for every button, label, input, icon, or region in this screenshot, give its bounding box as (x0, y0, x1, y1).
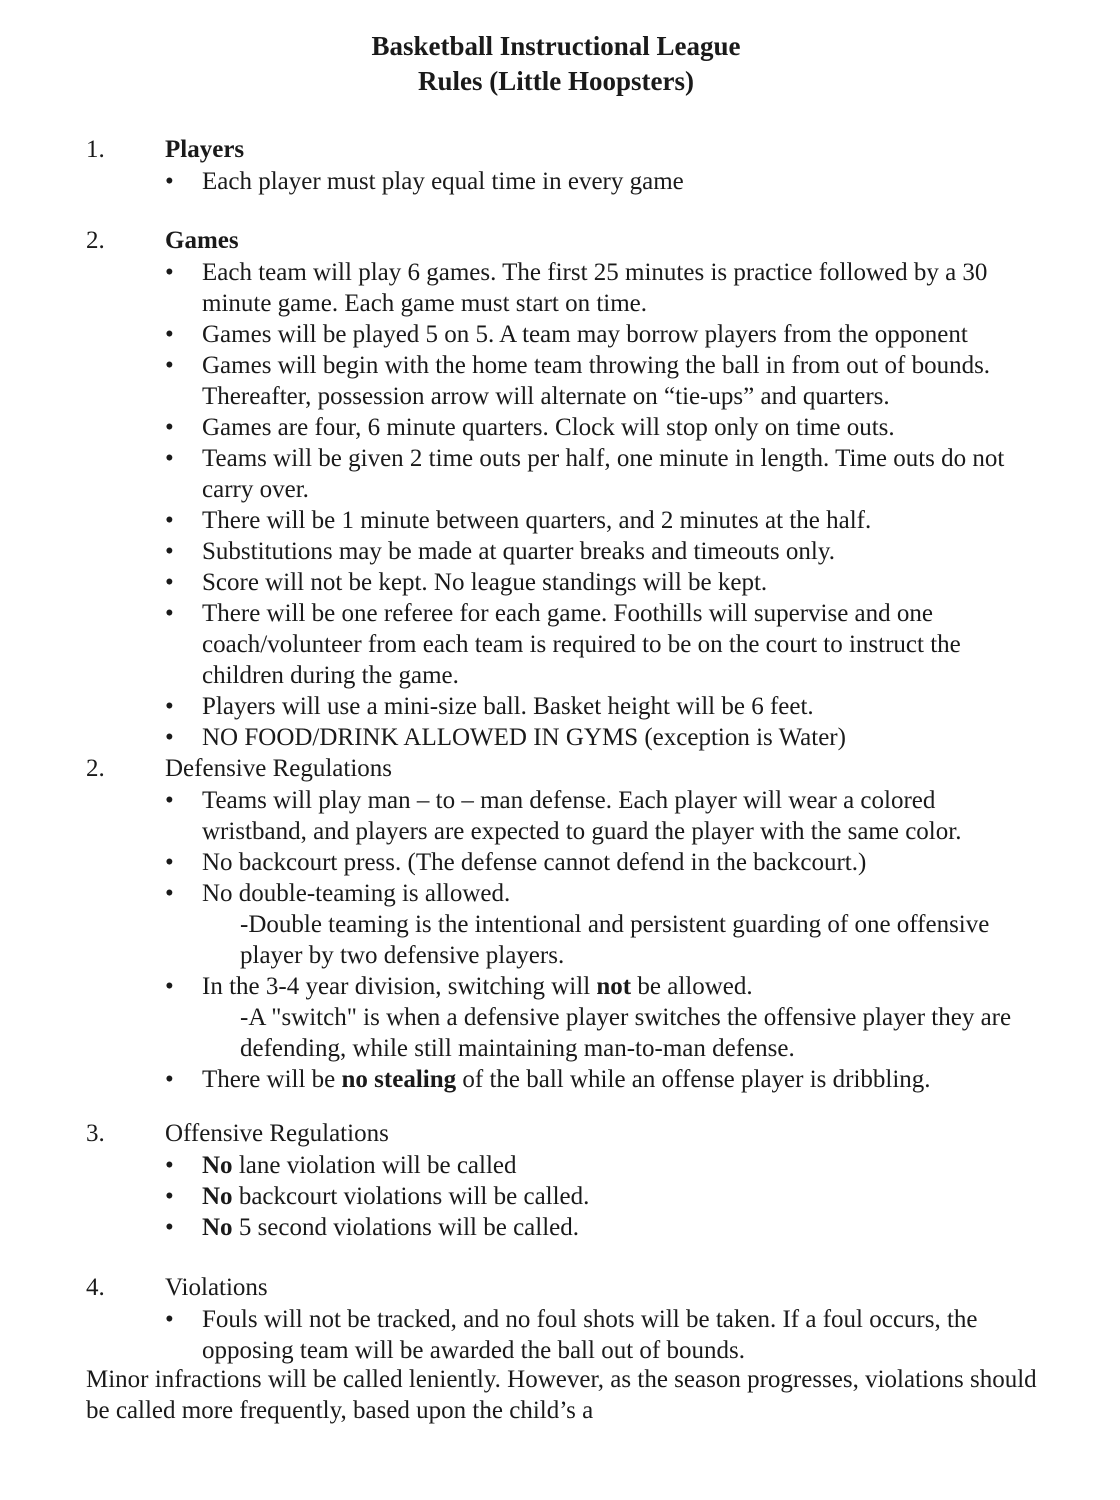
bullet-icon: • (165, 1214, 174, 1241)
bullet-icon: • (165, 1183, 174, 1210)
list-item: • No backcourt violations will be called. (165, 1183, 590, 1210)
list-item: • Games will begin with the home team throwing the ball in from out of bounds. Thereafter, possession arrow will alternate on “tie-ups” and quarters. (165, 352, 991, 410)
section-heading: Violations (165, 1274, 268, 1301)
section-heading: Games (165, 227, 239, 254)
bullet-icon: • (165, 600, 174, 627)
section-heading: Defensive Regulations (165, 755, 393, 782)
bullet-icon: • (165, 880, 174, 907)
bullet-icon: • (165, 259, 174, 286)
list-item: • In the 3-4 year division, switching will not be allowed. -A "switch" is when a defensive player switches the offensive player they are defending, while still maintaining man-to-man defense. (0, 971, 1032, 1064)
page-subtitle: Rules (Little Hoopsters) (418, 66, 694, 96)
list-item: • Score will not be kept. No league standings will be kept. (165, 569, 768, 596)
section-number: 2. (86, 227, 105, 254)
list-item: • Games are four, 6 minute quarters. Clock will stop only on time outs. (165, 414, 895, 441)
offensive-list (0, 1150, 1100, 1243)
list-item: • There will be one referee for each game. Foothills will supervise and one coach/volunteer from each team is required to be on the court to instruct the children during the game. (165, 600, 961, 689)
section-heading: Offensive Regulations (165, 1120, 389, 1147)
games-list (0, 257, 1100, 753)
bullet-icon: • (165, 569, 174, 596)
bullet-icon: • (165, 352, 174, 379)
list-item: • No backcourt press. (The defense cannot defend in the backcourt.) (165, 849, 867, 876)
bullet-icon: • (165, 787, 174, 814)
list-item: • Players will use a mini-size ball. Basket height will be 6 feet. (165, 693, 814, 720)
list-item: • NO FOOD/DRINK ALLOWED IN GYMS (exception is Water) (165, 724, 846, 751)
section-heading: Players (165, 136, 245, 163)
bullet-icon: • (165, 693, 174, 720)
list-item: • There will be 1 minute between quarters, and 2 minutes at the half. (165, 507, 872, 534)
players-list (0, 166, 1100, 197)
list-item: • Substitutions may be made at quarter breaks and timeouts only. (165, 538, 835, 565)
bullet-icon: • (165, 1066, 174, 1093)
bullet-icon: • (165, 973, 174, 1000)
item-note: -A "switch" is when a defensive player switches the offensive player they are defending, while still maintaining man-to-man defense. (240, 1004, 1012, 1062)
list-item: • Games will be played 5 on 5. A team may borrow players from the opponent (165, 321, 968, 348)
bullet-icon: • (165, 1306, 174, 1333)
section-number: 4. (86, 1274, 105, 1301)
page-title: Basketball Instructional League (371, 31, 741, 61)
bullet-icon: • (165, 445, 174, 472)
list-item: • Each team will play 6 games. The first 25 minutes is practice followed by a 30 minute game. Each game must start on time. (165, 259, 988, 317)
list-item: • There will be no stealing of the ball while an offense player is dribbling. (165, 1066, 931, 1093)
bullet-icon: • (165, 414, 174, 441)
bullet-icon: • (165, 1152, 174, 1179)
defensive-list (0, 785, 1100, 1095)
list-item: • Each player must play equal time in every game (165, 168, 684, 195)
list-item: • Teams will play man – to – man defense. Each player will wear a colored wristband, and players are expected to guard the player with the same color. (165, 787, 962, 845)
closing-paragraph: Minor infractions will be called leniently. However, as the season progresses, violations should be called more frequently, based upon the child’s a (86, 1366, 1037, 1424)
section-number: 1. (86, 136, 105, 163)
item-note: -Double teaming is the intentional and persistent guarding of one offensive player by two defensive players. (240, 911, 990, 969)
list-item: • No double-teaming is allowed. -Double teaming is the intentional and persistent guarding of one offensive player by two defensive players. (0, 878, 1032, 971)
section-number: 2. (86, 755, 105, 782)
bullet-icon: • (165, 507, 174, 534)
bullet-icon: • (165, 321, 174, 348)
list-item: • Teams will be given 2 time outs per half, one minute in length. Time outs do not carry over. (165, 445, 1005, 503)
bullet-icon: • (165, 724, 174, 751)
list-item: • No 5 second violations will be called. (165, 1214, 580, 1241)
list-item: • Fouls will not be tracked, and no foul shots will be taken. If a foul occurs, the opposing team will be awarded the ball out of bounds. (165, 1306, 978, 1364)
violations-list (0, 1304, 1100, 1366)
section-number: 3. (86, 1120, 105, 1147)
bullet-icon: • (165, 849, 174, 876)
bullet-icon: • (165, 538, 174, 565)
bullet-icon: • (165, 168, 174, 195)
list-item: • No lane violation will be called (165, 1152, 517, 1179)
